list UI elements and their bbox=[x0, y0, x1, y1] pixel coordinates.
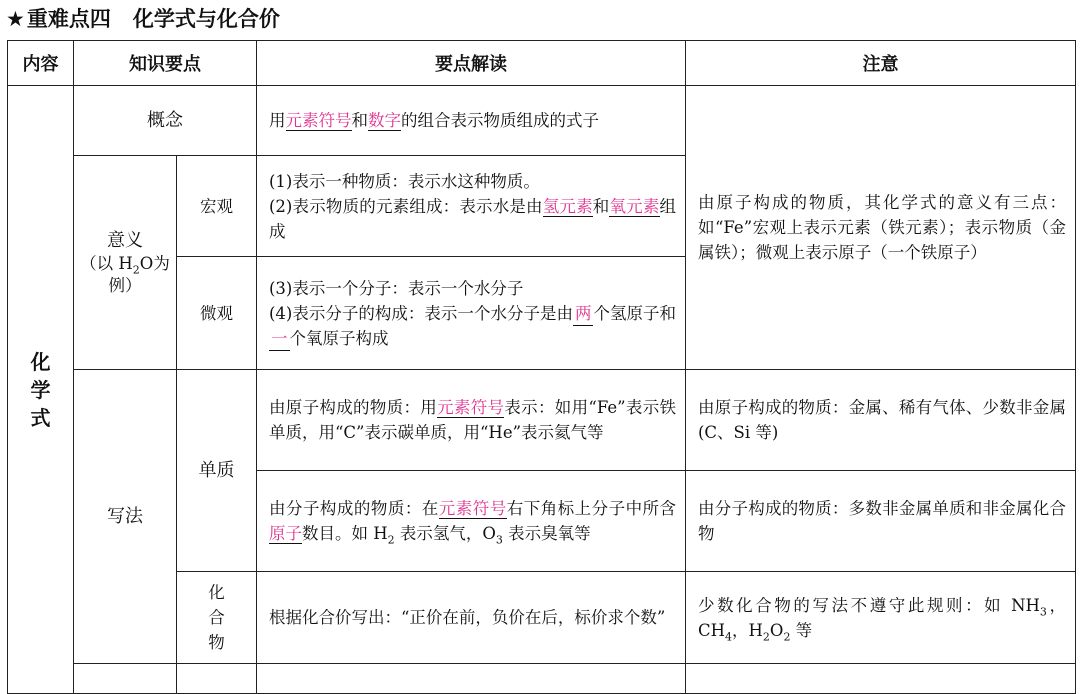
micro-blank-two: 两 bbox=[573, 303, 594, 326]
concept-text: 用元素符号和数字的组合表示物质组成的式子 bbox=[257, 86, 686, 156]
macro-text: (1)表示一种物质：表示水这种物质。 (2)表示物质的元素组成：表示水是由氢元素和氧元素组成 bbox=[257, 156, 686, 257]
concept-row bbox=[8, 86, 1076, 156]
element-label: 单质 bbox=[177, 370, 257, 572]
header-knowledge: 知识要点 bbox=[74, 41, 257, 86]
header-content: 内容 bbox=[8, 41, 74, 86]
macro-blank-hydrogen: 氢元素 bbox=[542, 196, 593, 216]
compound-text: 根据化合价写出：“正价在前，负价在后，标价求个数” bbox=[257, 572, 686, 664]
section-number: 重难点四 bbox=[26, 7, 111, 31]
meaning-note: 由原子构成的物质，其化学式的意义有三点：如“Fe”宏观上表示元素（铁元素）；表示物质（金属铁）；微观上表示原子（一个铁原子） bbox=[686, 86, 1076, 370]
header-notes: 注意 bbox=[686, 41, 1076, 86]
section-topic: 化学式与化合价 bbox=[132, 7, 280, 31]
concept-blank-symbol: 元素符号 bbox=[285, 111, 352, 130]
macro-label: 宏观 bbox=[177, 156, 257, 257]
element-atom-row bbox=[8, 370, 1076, 471]
star-icon: ★ bbox=[6, 7, 25, 31]
element-molecule-text: 由分子构成的物质：在元素符号右下角标上分子中所含原子数目。如 $H_2$ 表示氢气，$O_3$ 表示臭氧等 bbox=[257, 471, 686, 572]
element-atom-text: 由原子构成的物质：用元素符号表示：如用“Fe”表示铁单质，用“C”表示碳单质，用“He”表示氦气等 bbox=[257, 370, 686, 471]
compound-label: 化合物 bbox=[177, 572, 257, 664]
writing-label: 写法 bbox=[74, 370, 177, 664]
macro-blank-oxygen: 氧元素 bbox=[609, 196, 660, 216]
micro-text: (3)表示一个分子：表示一个水分子 (4)表示分子的构成：表示一个水分子是由 两 个氢原子和一 个氧原子构成 bbox=[257, 257, 686, 370]
compound-note: 少数化合物的写法不遵守此规则：如 $NH_3$，$CH_4$，$H_2O_2$ 等 bbox=[686, 572, 1076, 664]
continuation-row bbox=[8, 664, 1076, 694]
concept-blank-number: 数字 bbox=[368, 111, 401, 130]
header-row bbox=[8, 41, 1076, 86]
micro-blank-one: 一 bbox=[269, 328, 290, 351]
row-label-chemical-formula: 化学式 bbox=[8, 86, 74, 694]
element-atom-note: 由原子构成的物质：金属、稀有气体、少数非金属(C、Si 等) bbox=[686, 370, 1076, 471]
meaning-label: 意义 （以 $H_2O$为例） bbox=[74, 156, 177, 370]
molecule-blank-symbol: 元素符号 bbox=[438, 499, 507, 518]
header-interpretation: 要点解读 bbox=[257, 41, 686, 86]
knowledge-table bbox=[7, 40, 1076, 694]
element-molecule-note: 由分子构成的物质：多数非金属单质和非金属化合物 bbox=[686, 471, 1076, 572]
concept-label: 概念 bbox=[74, 86, 257, 156]
micro-label: 微观 bbox=[177, 257, 257, 370]
atom-blank-symbol: 元素符号 bbox=[437, 398, 505, 417]
section-title bbox=[6, 2, 280, 36]
molecule-blank-atom: 原子 bbox=[269, 524, 302, 543]
